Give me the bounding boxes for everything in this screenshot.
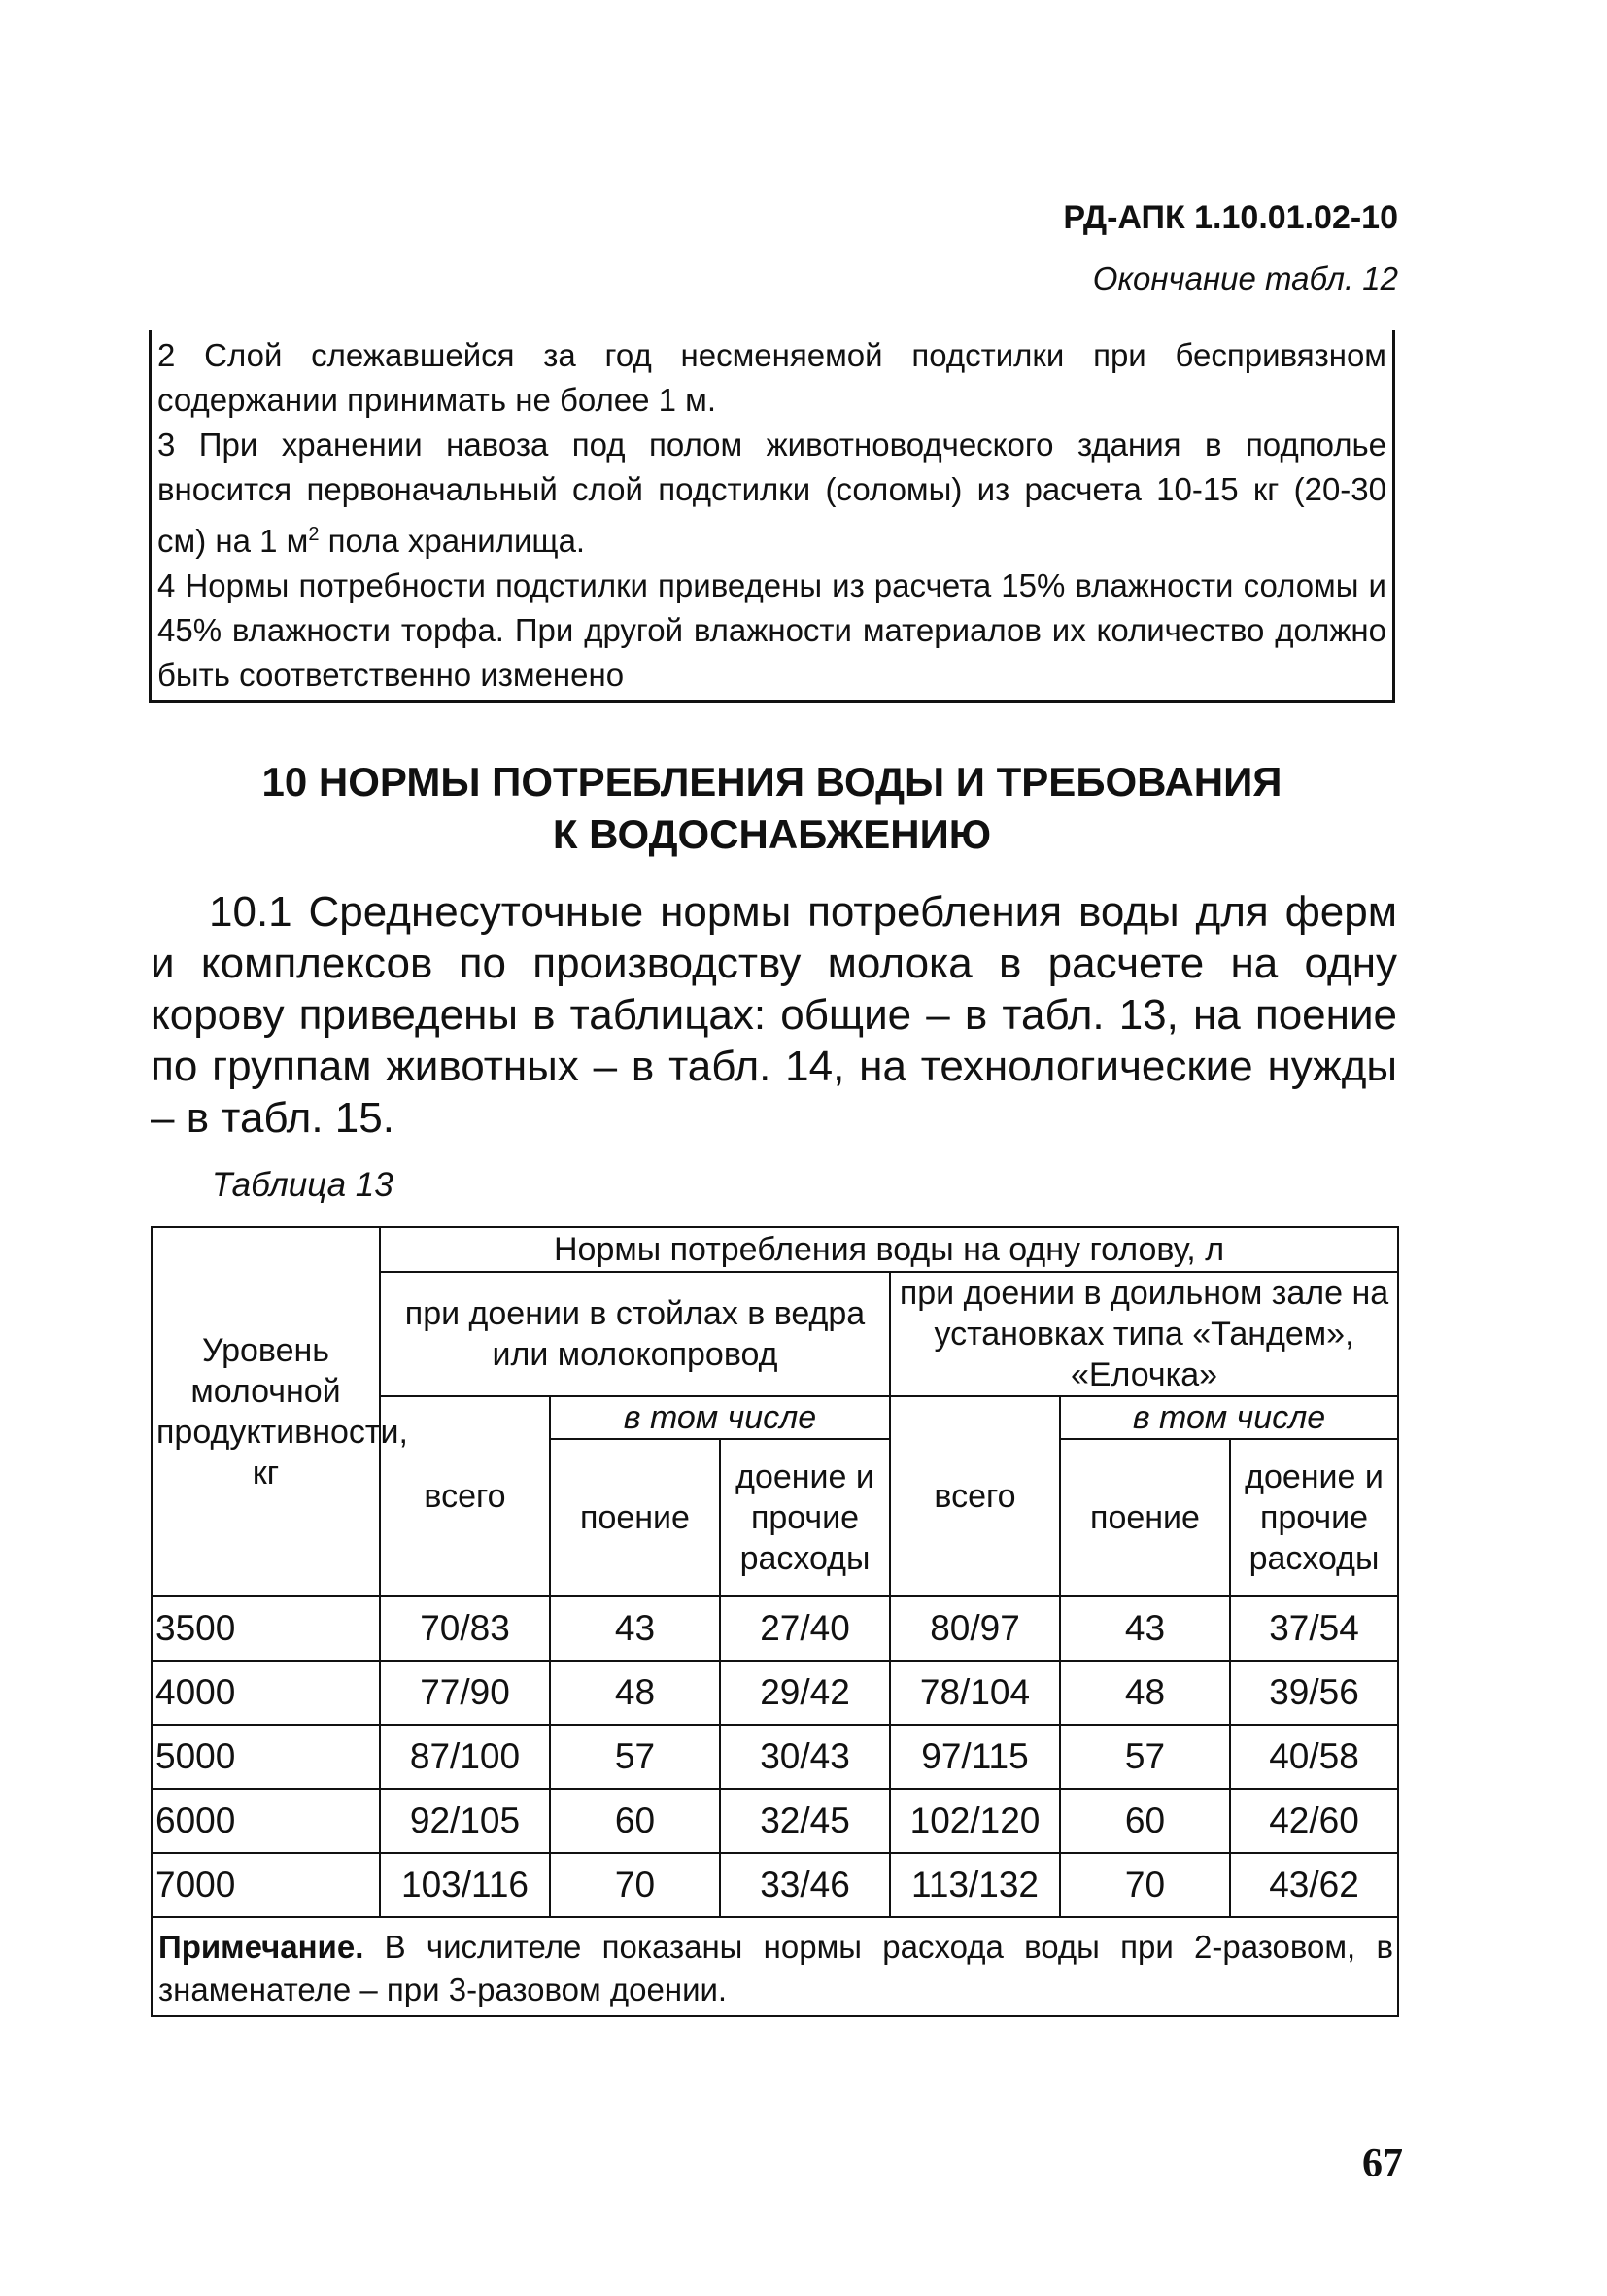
- cell-b-milking: 39/56: [1230, 1661, 1398, 1725]
- cell-level: 6000: [152, 1789, 380, 1853]
- cell-a-drinking: 60: [550, 1789, 720, 1853]
- cell-a-total: 92/105: [380, 1789, 550, 1853]
- footnote-text: В числителе показаны нормы расхода воды при 2-разовом, в знаменателе – при 3-разовом доении.: [158, 1929, 1394, 2007]
- cell-b-drinking: 70: [1060, 1853, 1230, 1917]
- table-row: [152, 1596, 1398, 1661]
- table-row: [152, 1853, 1398, 1917]
- cell-a-drinking: 43: [550, 1596, 720, 1661]
- cell-level: 5000: [152, 1725, 380, 1789]
- cell-b-total: 80/97: [890, 1596, 1060, 1661]
- cell-b-drinking: 43: [1060, 1596, 1230, 1661]
- header-drinking-b: поение: [1060, 1439, 1230, 1596]
- header-parlor-milking: при доении в доильном зале на установках типа «Тандем», «Елочка»: [890, 1272, 1398, 1396]
- document-code: РД-АПК 1.10.01.02-10: [1063, 199, 1398, 236]
- header-stall-milking: при доении в стойлах в ведра или молокопровод: [380, 1272, 890, 1396]
- cell-b-total: 102/120: [890, 1789, 1060, 1853]
- cell-a-total: 77/90: [380, 1661, 550, 1725]
- cell-a-milking: 30/43: [720, 1725, 890, 1789]
- cell-b-drinking: 60: [1060, 1789, 1230, 1853]
- footnote-label: Примечание.: [158, 1929, 364, 1965]
- table-footnote: [152, 1917, 1398, 2016]
- cell-a-drinking: 48: [550, 1661, 720, 1725]
- header-norms: Нормы потребления воды на одну голову, л: [380, 1227, 1398, 1272]
- header-level: Уровень молочной продуктивности, кг: [152, 1227, 380, 1596]
- cell-b-milking: 43/62: [1230, 1853, 1398, 1917]
- note-2: 2 Слой слежавшейся за год несменяемой подстилки при беспривязном содержании принимать не более 1 м.: [157, 337, 1386, 418]
- page-number: 67: [1362, 2142, 1403, 2186]
- cell-b-drinking: 48: [1060, 1661, 1230, 1725]
- section-heading: 10 НОРМЫ ПОТРЕБЛЕНИЯ ВОДЫ И ТРЕБОВАНИЯ К ВОДОСНАБЖЕНИЮ: [261, 759, 1282, 857]
- cell-b-milking: 37/54: [1230, 1596, 1398, 1661]
- table-row: [152, 1661, 1398, 1725]
- cell-a-drinking: 70: [550, 1853, 720, 1917]
- header-milking-a: доение и прочие расходы: [720, 1439, 890, 1596]
- header-including-a: в том числе: [550, 1396, 890, 1439]
- cell-b-drinking: 57: [1060, 1725, 1230, 1789]
- header-total-b: всего: [890, 1396, 1060, 1596]
- cell-b-milking: 42/60: [1230, 1789, 1398, 1853]
- water-norms-table: [151, 1226, 1399, 2017]
- note-4: 4 Нормы потребности подстилки приведены из расчета 15% влажности соломы и 45% влажности торфа. При другой влажности материалов их количество должно быть соответственно изменено: [157, 567, 1386, 693]
- header-drinking-a: поение: [550, 1439, 720, 1596]
- cell-b-total: 97/115: [890, 1725, 1060, 1789]
- table-label: Таблица 13: [212, 1166, 393, 1204]
- cell-a-milking: 29/42: [720, 1661, 890, 1725]
- cell-a-total: 103/116: [380, 1853, 550, 1917]
- cell-a-milking: 32/45: [720, 1789, 890, 1853]
- cell-level: 3500: [152, 1596, 380, 1661]
- note-3: 3 При хранении навоза под полом животноводческого здания в подполье вносится первоначальный слой подстилки (соломы) из расчета 10-15 кг (20-30 см) на 1 $м^2$ пола хранилища.: [157, 427, 1386, 559]
- cell-level: 7000: [152, 1853, 380, 1917]
- cell-b-milking: 40/58: [1230, 1725, 1398, 1789]
- cell-level: 4000: [152, 1661, 380, 1725]
- header-milking-b: доение и прочие расходы: [1230, 1439, 1398, 1596]
- table12-notes: [149, 330, 1395, 703]
- table-row: [152, 1789, 1398, 1853]
- cell-a-milking: 33/46: [720, 1853, 890, 1917]
- cell-a-total: 87/100: [380, 1725, 550, 1789]
- table-row: [152, 1725, 1398, 1789]
- header-including-b: в том числе: [1060, 1396, 1398, 1439]
- header-total-a: всего: [380, 1396, 550, 1596]
- cell-b-total: 78/104: [890, 1661, 1060, 1725]
- table-continuation-caption: Окончание табл. 12: [1092, 260, 1398, 296]
- cell-b-total: 113/132: [890, 1853, 1060, 1917]
- cell-a-milking: 27/40: [720, 1596, 890, 1661]
- cell-a-total: 70/83: [380, 1596, 550, 1661]
- cell-a-drinking: 57: [550, 1725, 720, 1789]
- paragraph-10-1: 10.1 Среднесуточные нормы потребления воды для ферм и комплексов по производству молока в расчете на одну корову приведены в таблицах: общие – в табл. 13, на поение по группам животных – в табл. 14, на технологические нужды – в табл. 15.: [151, 888, 1397, 1142]
